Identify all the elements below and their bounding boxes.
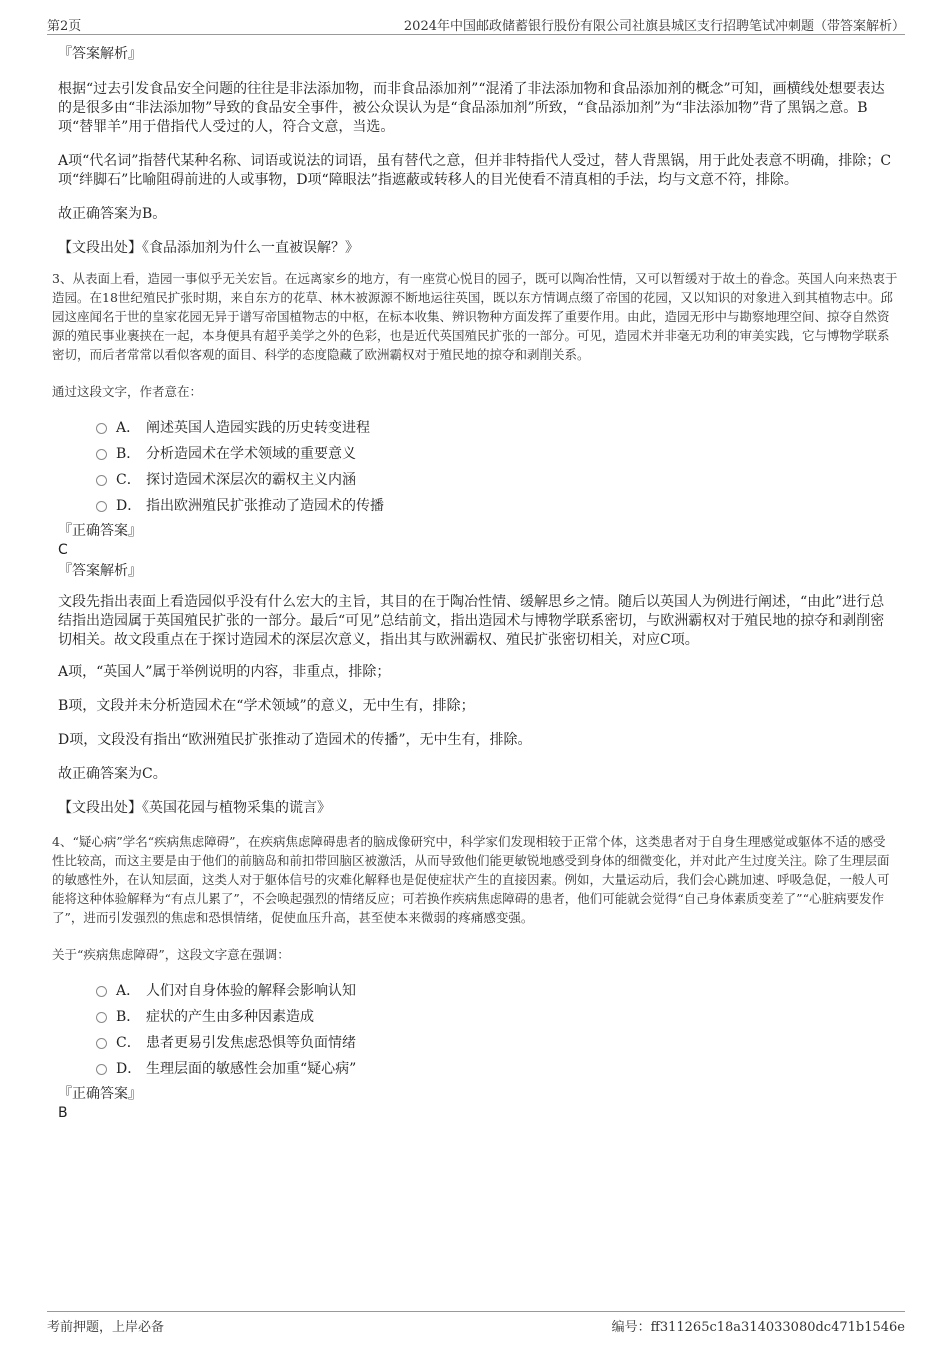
radio-icon[interactable]	[96, 449, 107, 460]
correct-answer-label: 『正确答案』	[58, 1086, 142, 1102]
page-footer	[47, 1311, 905, 1336]
option-d[interactable]: D． 指出欧洲殖民扩张推动了造园术的传播	[96, 493, 898, 519]
question-stem: 4、“疑心病”学名“疾病焦虑障碍”，在疾病焦虑障碍患者的脑成像研究中，科学家们发现相较于正常个体，这类患者对于自身生理感觉或躯体不适的感受性比较高，而这主要是由于他们的前脑岛和前扣带回脑区被激活，从而导致他们能更敏锐地感受到身体的细微变化，并对此产生过度关注。除了生理层面的敏感性外，在认知层面，这类人对于躯体信号的灾难化解释也是促使症状产生的直接因素。例如，大量运动后，我们会心跳加速、呼吸急促，一般人可能将这种体验解释为“有点儿累了”，不会唤起强烈的情绪反应；可若换作疾病焦虑障碍的患者，他们可能就会觉得“自己身体素质变差了”“心脏病要发作了”，进而引发强烈的焦虑和恐惧情绪，促使血压升高，甚至使本来微弱的疼痛感变强。	[52, 834, 890, 925]
option-d[interactable]: D． 生理层面的敏感性会加重“疑心病”	[96, 1056, 898, 1082]
question-prompt: 关于“疾病焦虑障碍”，这段文字意在强调：	[52, 947, 290, 962]
source-citation: 【文段出处】《英国花园与植物采集的谎言》	[58, 800, 331, 816]
option-a[interactable]: A． 人们对自身体验的解释会影响认知	[96, 978, 898, 1004]
page-number: 第2页	[47, 19, 82, 34]
analysis-paragraph: A项“代名词”指替代某种名称、词语或说法的词语，虽有替代之意，但并非特指代人受过，替人背黑锅，用于此处表意不明确，排除；C项“绊脚石”比喻阻碍前进的人或事物，D项“障眼法”指遮蔽或转移人的目光使看不清真相的手法，均与文意不符，排除。	[58, 153, 892, 188]
radio-icon[interactable]	[96, 986, 107, 997]
question-stem: 3、从表面上看，造园一事似乎无关宏旨。在远离家乡的地方，有一座赏心悦目的园子，既可以陶冶性情，又可以暂缓对于故土的眷念。英国人向来热衷于造园。在18世纪殖民扩张时期，来自东方的花草、林木被源源不断地运往英国，既以东方情调点缀了帝国的花园，又以知识的对象进入到其植物志中。邱园这座闻名于世的皇家花园无异于谱写帝国植物志的中枢，在标本收集、辨识物种方面发挥了重要作用。由此，造园无形中与勘察地理空间、掠夺自然资源的殖民事业裹挟在一起，本身便具有超乎美学之外的色彩，也是近代英国殖民扩张的一部分。可见，造园术并非毫无功利的审美实践，它与博物学联系密切，而后者常常以看似客观的面目、科学的态度隐藏了欧洲霸权对于殖民地的掠夺和剥削关系。	[52, 271, 898, 362]
option-b[interactable]: B． 症状的产生由多种因素造成	[96, 1004, 898, 1030]
analysis-paragraph: D项，文段没有指出“欧洲殖民扩张推动了造园术的传播”，无中生有，排除。	[58, 732, 532, 748]
option-a[interactable]: A． 阐述英国人造园实践的历史转变进程	[96, 415, 898, 441]
radio-icon[interactable]	[96, 1038, 107, 1049]
correct-answer: C	[58, 542, 68, 558]
main-content	[52, 44, 898, 1122]
analysis-paragraph: B项，文段并未分析造园术在“学术领域”的意义，无中生有，排除；	[58, 698, 475, 714]
option-c[interactable]: C． 患者更易引发焦虑恐惧等负面情绪	[96, 1030, 898, 1056]
radio-icon[interactable]	[96, 1012, 107, 1023]
correct-answer-label: 『正确答案』	[58, 523, 142, 539]
analysis-label: 『答案解析』	[58, 563, 142, 579]
radio-icon[interactable]	[96, 475, 107, 486]
correct-answer: B	[58, 1105, 68, 1121]
analysis-paragraph: 文段先指出表面上看造园似乎没有什么宏大的主旨，其目的在于陶冶性情、缓解思乡之情。随后以英国人为例进行阐述，“由此”进行总结指出造园属于英国殖民扩张的一部分。最后“可见”总结前文，指出造园术与博物学联系密切，与欧洲霸权对于殖民地的掠夺和剥削密切相关。故文段重点在于探讨造园术的深层次意义，指出其与欧洲霸权、殖民扩张密切相关，对应C项。	[58, 594, 885, 648]
document-title: 2024年中国邮政储蓄银行股份有限公司社旗县城区支行招聘笔试冲刺题（带答案解析）	[403, 19, 905, 34]
analysis-paragraph: 根据“过去引发食品安全问题的往往是非法添加物，而非食品添加剂”“混淆了非法添加物和食品添加剂的概念”可知，画横线处想要表达的是很多由“非法添加物”导致的食品安全事件，被公众误认为是“食品添加剂”所致，“食品添加剂”为“非法添加物”背了黑锅之意。B项“替罪羊”用于借指代人受过的人，符合文意，当选。	[58, 81, 885, 135]
options-list	[58, 415, 898, 519]
radio-icon[interactable]	[96, 1064, 107, 1075]
analysis-label: 『答案解析』	[58, 46, 142, 62]
document-id: 编号：ff311265c18a314033080dc471b1546e	[611, 1320, 905, 1335]
option-c[interactable]: C． 探讨造园术深层次的霸权主义内涵	[96, 467, 898, 493]
question-prompt: 通过这段文字，作者意在：	[52, 384, 203, 399]
analysis-conclusion: 故正确答案为B。	[58, 206, 167, 222]
option-b[interactable]: B． 分析造园术在学术领域的重要意义	[96, 441, 898, 467]
footer-slogan: 考前押题，上岸必备	[47, 1320, 165, 1335]
source-citation: 【文段出处】《食品添加剂为什么一直被误解？》	[58, 240, 359, 256]
analysis-conclusion: 故正确答案为C。	[58, 766, 167, 782]
options-list	[58, 978, 898, 1082]
radio-icon[interactable]	[96, 423, 107, 434]
radio-icon[interactable]	[96, 501, 107, 512]
analysis-paragraph: A项，“英国人”属于举例说明的内容，非重点，排除；	[58, 664, 391, 680]
page-header	[47, 12, 905, 35]
